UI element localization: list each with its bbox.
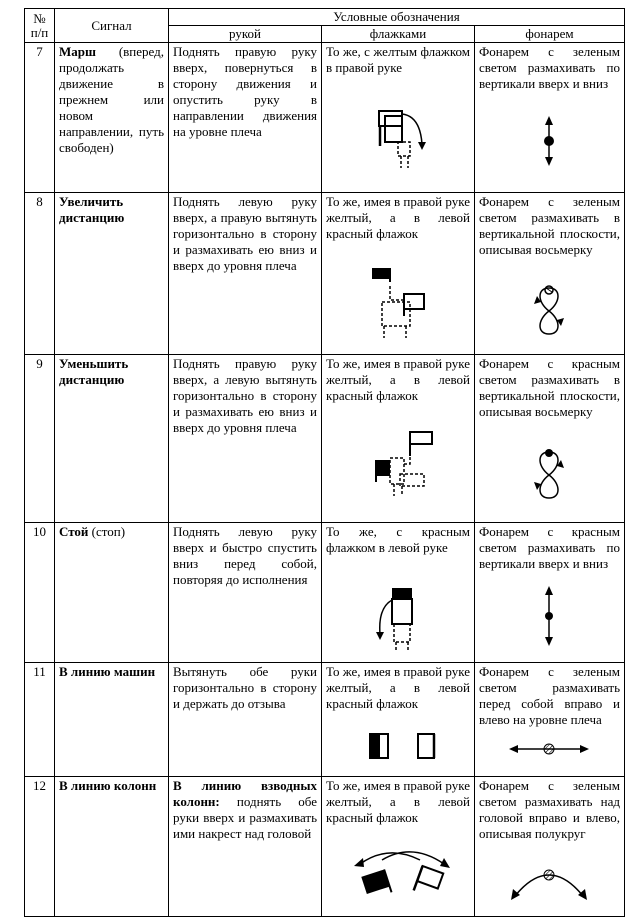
lantern-text: Фонарем с красным светом размахивать в вертикальной плоскости, описывая восьмерку bbox=[479, 356, 620, 419]
flag-raise-right-icon bbox=[376, 108, 436, 174]
flags-cell bbox=[322, 193, 475, 355]
table-row bbox=[25, 355, 625, 523]
header-number: № п/п bbox=[25, 9, 55, 43]
flag-increase-distance-icon bbox=[370, 264, 440, 344]
flags-cell bbox=[322, 777, 475, 917]
hand-note: поднять обе руки вверх и размахивать ими накрест над головой bbox=[173, 794, 317, 841]
header-signal: Сигнал bbox=[55, 9, 169, 43]
table-row bbox=[25, 777, 625, 917]
lantern-text: Фонарем с зеленым светом размахивать перед собой вправо и влево на уровне плеча bbox=[479, 664, 620, 727]
table-row bbox=[25, 663, 625, 777]
flags-text: То же, имея в правой руке желтый, а в левой красный флажок bbox=[326, 194, 470, 241]
hand-cell bbox=[169, 777, 322, 917]
flags-sideways-icon bbox=[368, 732, 438, 764]
row-number: 9 bbox=[25, 355, 55, 523]
lantern-text: Фонарем с зеленым светом размахивать над головой вправо и влево, описывая полукруг bbox=[479, 778, 620, 841]
flags-cell bbox=[322, 663, 475, 777]
signal-cell bbox=[55, 193, 169, 355]
signal-note: (вперед, продолжать движение в прежнем или новом направлении, путь свободен) bbox=[59, 44, 164, 155]
header-flags: флажками bbox=[322, 26, 475, 43]
lantern-cell bbox=[475, 355, 625, 523]
flags-text: То же, с желтым флажком в правой руке bbox=[326, 44, 470, 75]
signal-cell bbox=[55, 523, 169, 663]
semicircle-swing-icon bbox=[507, 862, 591, 902]
row-number: 7 bbox=[25, 43, 55, 193]
signal-name: Стой bbox=[59, 524, 89, 539]
table-row bbox=[25, 193, 625, 355]
flags-text: То же, имея в правой руке желтый, а в левой красный флажок bbox=[326, 356, 470, 403]
hand-cell: Поднять левую руку вверх, а правую вытянуть горизонтально в сторону и размахивать ею вниз и вверх до уровня плеча bbox=[169, 193, 322, 355]
signal-note: (стоп) bbox=[88, 524, 126, 539]
figure-eight-icon bbox=[534, 282, 564, 340]
flags-cell bbox=[322, 43, 475, 193]
flags-crossed-icon bbox=[348, 838, 458, 898]
lantern-cell bbox=[475, 193, 625, 355]
lantern-text: Фонарем с красным светом размахивать по вертикали вверх и вниз bbox=[479, 524, 620, 571]
signal-name: Уменьшить дистанцию bbox=[59, 356, 129, 387]
row-number: 12 bbox=[25, 777, 55, 917]
lantern-text: Фонарем с зеленым светом размахивать по вертикали вверх и вниз bbox=[479, 44, 620, 91]
lantern-cell bbox=[475, 663, 625, 777]
flags-text: То же, с красным флажком в левой руке bbox=[326, 524, 470, 555]
lantern-text: Фонарем с зеленым светом размахивать в вертикальной плоскости, описывая восьмерку bbox=[479, 194, 620, 257]
lantern-cell bbox=[475, 777, 625, 917]
signal-name: В линию машин bbox=[59, 664, 156, 679]
signal-cell bbox=[55, 777, 169, 917]
flags-cell bbox=[322, 355, 475, 523]
flag-decrease-distance-icon bbox=[370, 430, 440, 500]
vertical-swing-icon bbox=[539, 586, 559, 646]
flag-stop-icon bbox=[374, 586, 424, 656]
lantern-cell bbox=[475, 523, 625, 663]
header-symbols: Условные обозначения bbox=[169, 9, 625, 26]
signal-table bbox=[24, 8, 625, 917]
signal-cell bbox=[55, 663, 169, 777]
hand-cell: Поднять правую руку вверх, повернуться в сторону движения и опустить руку в направлении движения на уровне плеча bbox=[169, 43, 322, 193]
signal-name: Увеличить дистанцию bbox=[59, 194, 125, 225]
row-number: 11 bbox=[25, 663, 55, 777]
flags-text: То же, имея в правой руке желтый, а в левой красный флажок bbox=[326, 664, 470, 711]
lantern-cell bbox=[475, 43, 625, 193]
flags-cell bbox=[322, 523, 475, 663]
table-row bbox=[25, 523, 625, 663]
hand-cell: Поднять правую руку вверх, а левую вытянуть горизонтально в сторону и размахивать ею вниз и вверх до уровня плеча bbox=[169, 355, 322, 523]
hand-cell: Поднять левую руку вверх и быстро спустить вниз перед собой, повторяя до исполнения bbox=[169, 523, 322, 663]
table-row bbox=[25, 43, 625, 193]
hand-note-bold: В линию взводных колонн: bbox=[173, 778, 317, 809]
signal-cell bbox=[55, 355, 169, 523]
row-number: 8 bbox=[25, 193, 55, 355]
row-number: 10 bbox=[25, 523, 55, 663]
flags-text: То же, имея в правой руке желтый, а в левой красный флажок bbox=[326, 778, 470, 825]
figure-eight-icon bbox=[534, 446, 564, 504]
signal-name: Марш bbox=[59, 44, 96, 59]
signal-cell bbox=[55, 43, 169, 193]
header-hand: рукой bbox=[169, 26, 322, 43]
horizontal-swing-icon bbox=[509, 742, 589, 756]
signal-name: В линию колонн bbox=[59, 778, 157, 793]
vertical-swing-icon bbox=[539, 116, 559, 166]
header-lantern: фонарем bbox=[475, 26, 625, 43]
hand-cell: Вытянуть обе руки горизонтально в сторону и держать до отзыва bbox=[169, 663, 322, 777]
